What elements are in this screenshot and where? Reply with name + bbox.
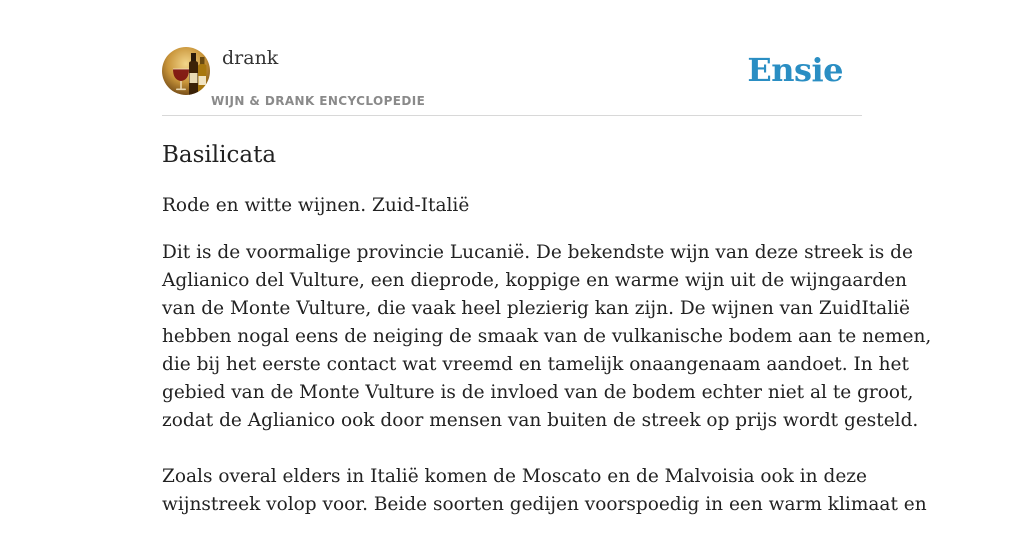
category-subtitle: WIJN & DRANK ENCYCLOPEDIE (211, 94, 426, 108)
text-line: Aglianico del Vulture, een dieprode, koppige en warme wijn uit de wijngaarden (162, 270, 907, 291)
text-line: Zoals overal elders in Italië komen de Moscato en de Malvoisia ook in deze (162, 466, 867, 487)
text-line: zodat de Aglianico ook door mensen van buiten de streek op prijs wordt gesteld. (162, 410, 919, 431)
paragraph (162, 239, 932, 435)
article-title: Basilicata (162, 142, 277, 168)
article-body (162, 239, 932, 547)
page-container (162, 0, 932, 515)
category-avatar[interactable] (162, 47, 210, 95)
text-line: gebied van de Monte Vulture is de invloed van de bodem echter niet al te groot, (162, 382, 914, 403)
text-line: hebben nogal eens de neiging de smaak van de vulkanische bodem aan te nemen, (162, 326, 932, 347)
text-line: van de Monte Vulture, die vaak heel plezierig kan zijn. De wijnen van ZuidItalië (162, 298, 910, 319)
header (162, 0, 862, 116)
paragraph (162, 463, 927, 519)
wine-bottles-icon (162, 47, 210, 95)
article-subtitle: Rode en witte wijnen. Zuid-Italië (162, 195, 470, 216)
text-line: wijnstreek volop voor. Beide soorten gedijen voorspoedig in een warm klimaat en (162, 494, 927, 515)
category-title[interactable]: drank (222, 47, 279, 69)
text-line: Dit is de voormalige provincie Lucanië. De bekendste wijn van deze streek is de (162, 242, 913, 263)
text-line: die bij het eerste contact wat vreemd en tamelijk onaangenaam aandoet. In het (162, 354, 909, 375)
brand-logo[interactable]: Ensie (747, 51, 843, 89)
